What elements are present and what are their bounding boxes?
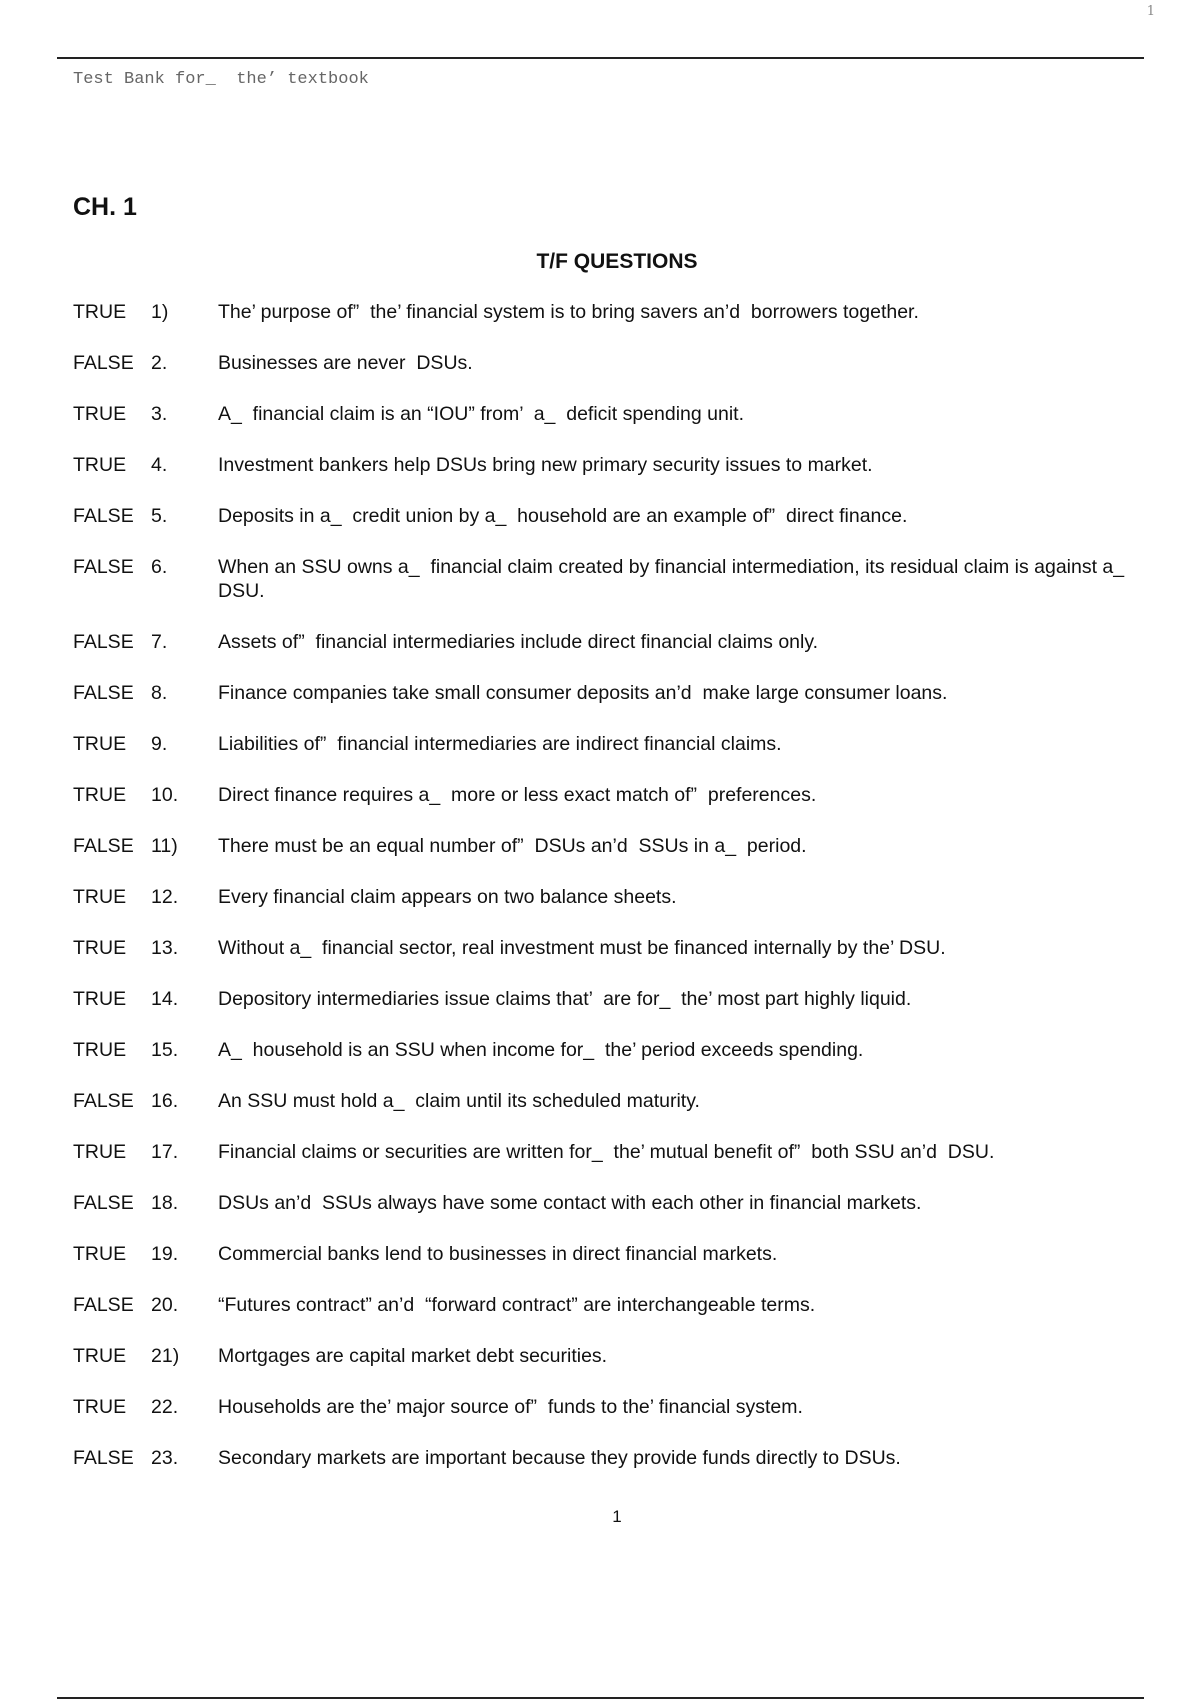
question-item: [73, 453, 1153, 477]
question-item: [73, 1191, 1153, 1215]
question-number: 14.: [151, 988, 179, 1010]
question-answer: FALSE: [73, 1447, 134, 1469]
question-text: Secondary markets are important because they provide funds directly to DSUs.: [218, 1447, 901, 1469]
question-answer: TRUE: [73, 403, 127, 425]
question-answer: TRUE: [73, 301, 127, 323]
top-rule: [57, 57, 1144, 59]
question-item: [73, 1395, 1153, 1419]
question-answer: FALSE: [73, 556, 134, 578]
question-text: Households are the’ major source of” funds to the’ financial system.: [218, 1396, 803, 1418]
running-header: Test Bank for_ the’ textbook: [73, 70, 369, 89]
question-text: The’ purpose of” the’ financial system is to bring savers an’d borrowers together.: [218, 301, 919, 323]
question-text: DSUs an’d SSUs always have some contact with each other in financial markets.: [218, 1192, 922, 1214]
question-item: [73, 987, 1153, 1011]
question-item: [73, 783, 1153, 807]
question-item: [73, 885, 1153, 909]
question-number: 17.: [151, 1141, 179, 1163]
question-answer: TRUE: [73, 886, 127, 908]
question-answer: FALSE: [73, 505, 134, 527]
question-item: [73, 555, 1153, 603]
question-text: Deposits in a_ credit union by a_ household are an example of” direct finance.: [218, 505, 908, 527]
question-text: Finance companies take small consumer deposits an’d make large consumer loans.: [218, 682, 948, 704]
question-answer: TRUE: [73, 1141, 127, 1163]
question-text: Liabilities of” financial intermediaries are indirect financial claims.: [218, 733, 782, 755]
question-item: [73, 630, 1153, 654]
question-text: A_ financial claim is an “IOU” from’ a_ deficit spending unit.: [218, 403, 745, 425]
question-answer: FALSE: [73, 1192, 134, 1214]
question-text: Commercial banks lend to businesses in direct financial markets.: [218, 1243, 778, 1265]
question-answer: FALSE: [73, 1294, 134, 1316]
question-answer: TRUE: [73, 784, 127, 806]
question-number: 13.: [151, 937, 179, 959]
question-answer: FALSE: [73, 352, 134, 374]
section-heading: T/F QUESTIONS: [536, 250, 698, 273]
question-item: [73, 1140, 1153, 1164]
question-item: [73, 1344, 1153, 1368]
question-text: Depository intermediaries issue claims that’ are for_ the’ most part highly liquid.: [218, 988, 912, 1010]
question-number: 3.: [151, 403, 168, 425]
question-item: [73, 732, 1153, 756]
bottom-rule: [57, 1697, 1144, 1699]
question-text: Without a_ financial sector, real investment must be financed internally by the’ DSU.: [218, 937, 946, 959]
question-number: 1): [151, 301, 169, 323]
question-item: [73, 1293, 1153, 1317]
footer-page-number: 1: [612, 1507, 622, 1526]
question-item: [73, 300, 1153, 324]
question-number: 12.: [151, 886, 179, 908]
question-answer: TRUE: [73, 733, 127, 755]
question-text: Financial claims or securities are written for_ the’ mutual benefit of” both SSU an’d DSU.: [218, 1141, 995, 1163]
question-answer: FALSE: [73, 682, 134, 704]
question-answer: TRUE: [73, 1243, 127, 1265]
question-answer: FALSE: [73, 1090, 134, 1112]
question-number: 5.: [151, 505, 168, 527]
question-number: 6.: [151, 556, 168, 578]
question-item: [73, 1242, 1153, 1266]
question-number: 4.: [151, 454, 168, 476]
question-number: 11): [151, 835, 178, 857]
question-answer: TRUE: [73, 937, 127, 959]
question-number: 20.: [151, 1294, 179, 1316]
question-number: 10.: [151, 784, 179, 806]
question-text: A_ household is an SSU when income for_ the’ period exceeds spending.: [218, 1039, 864, 1061]
question-item: [73, 936, 1153, 960]
question-text: Direct finance requires a_ more or less exact match of” preferences.: [218, 784, 817, 806]
question-answer: TRUE: [73, 1345, 127, 1367]
question-item: [73, 402, 1153, 426]
question-text: An SSU must hold a_ claim until its scheduled maturity.: [218, 1090, 700, 1112]
question-item: [73, 1446, 1153, 1470]
question-text: Every financial claim appears on two balance sheets.: [218, 886, 677, 908]
question-list: [73, 300, 1153, 1497]
question-item: [73, 681, 1153, 705]
question-item: [73, 1089, 1153, 1113]
question-number: 23.: [151, 1447, 179, 1469]
question-number: 9.: [151, 733, 168, 755]
question-number: 21): [151, 1345, 180, 1367]
question-text: There must be an equal number of” DSUs an’d SSUs in a_ period.: [218, 835, 807, 857]
question-item: [73, 1038, 1153, 1062]
question-number: 18.: [151, 1192, 179, 1214]
question-text: When an SSU owns a_ financial claim created by financial intermediation, its residual claim is against a_ DSU.: [218, 556, 1135, 602]
question-number: 7.: [151, 631, 168, 653]
question-answer: FALSE: [73, 631, 134, 653]
question-number: 19.: [151, 1243, 179, 1265]
question-text: Assets of” financial intermediaries include direct financial claims only.: [218, 631, 819, 653]
question-answer: TRUE: [73, 1039, 127, 1061]
question-item: [73, 351, 1153, 375]
question-item: [73, 504, 1153, 528]
question-text: “Futures contract” an’d “forward contract” are interchangeable terms.: [218, 1294, 816, 1316]
corner-page-number: 1: [1146, 4, 1155, 19]
question-answer: TRUE: [73, 988, 127, 1010]
question-number: 8.: [151, 682, 168, 704]
question-number: 2.: [151, 352, 168, 374]
question-number: 16.: [151, 1090, 179, 1112]
question-text: Mortgages are capital market debt securities.: [218, 1345, 608, 1367]
question-answer: TRUE: [73, 454, 127, 476]
question-answer: FALSE: [73, 835, 134, 857]
question-number: 15.: [151, 1039, 179, 1061]
chapter-title: CH. 1: [73, 193, 137, 221]
question-number: 22.: [151, 1396, 179, 1418]
question-item: [73, 834, 1153, 858]
question-text: Businesses are never DSUs.: [218, 352, 473, 374]
question-answer: TRUE: [73, 1396, 127, 1418]
question-text: Investment bankers help DSUs bring new primary security issues to market.: [218, 454, 873, 476]
